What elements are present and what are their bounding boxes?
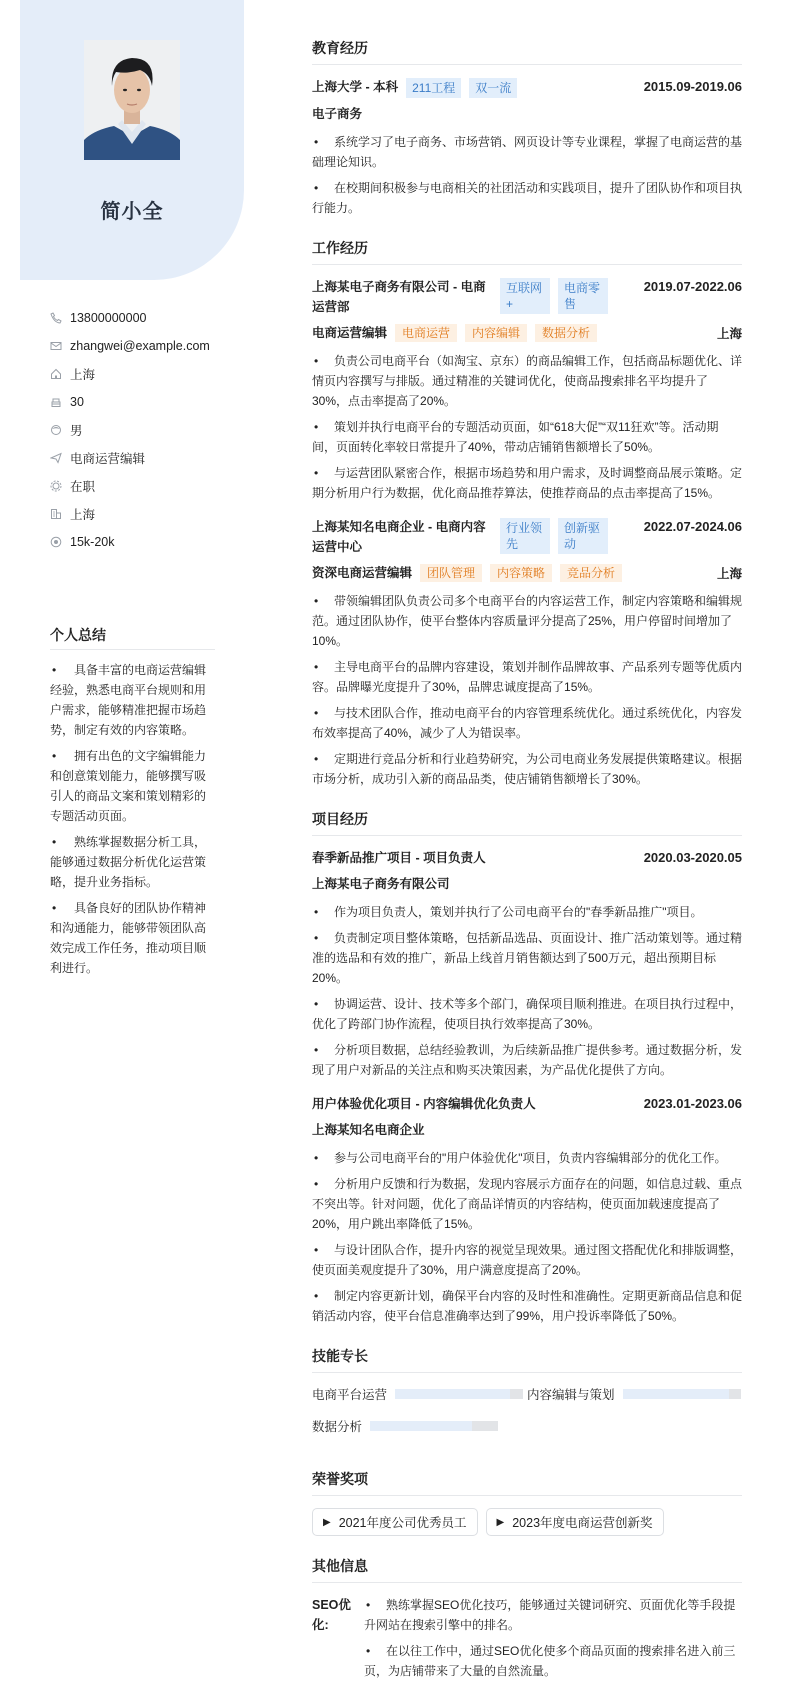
- company-name: 上海某电子商务有限公司 - 电商运营部: [312, 280, 486, 314]
- contact-position: [50, 444, 250, 472]
- list-item: • 与设计团队合作，提升内容的视觉呈现效果。通过图文搭配优化和排版调整，使页面美观度提升了30%，用户满意度提高了20%。: [312, 1243, 743, 1277]
- list-item: • 制定内容更新计划，确保平台内容的及时性和准确性。定期更新商品信息和促销活动内容，使平台信息准确率达到了99%，用户投诉率降低了50%。: [312, 1289, 743, 1323]
- skill-tag: 团队管理: [420, 564, 482, 582]
- skill-tag: 竞品分析: [560, 564, 622, 582]
- project-name: 春季新品推广项目 - 项目负责人: [312, 851, 486, 865]
- work-entry: [312, 517, 742, 789]
- role: 资深电商运营编辑: [312, 566, 413, 580]
- school-name: 上海大学 - 本科: [312, 80, 399, 94]
- date-range: 2023.01-2023.06: [643, 1096, 742, 1111]
- tag: 电商零售: [558, 278, 608, 314]
- position-icon: [50, 452, 62, 464]
- list-item: • 在校期间积极参与电商相关的社团活动和实践项目，提升了团队协作和项目执行能力。: [312, 181, 743, 215]
- triangle-right-icon: ▶: [496, 1516, 505, 1528]
- education-section: [312, 38, 742, 218]
- section-title: 项目经历: [312, 809, 742, 836]
- skill-label: 内容编辑与策划: [527, 1388, 615, 1402]
- section-title: 个人总结: [50, 625, 215, 650]
- tag: 211工程: [406, 78, 461, 98]
- home-icon: [50, 368, 62, 380]
- contact-status: [50, 472, 250, 500]
- list-item: • 在以往工作中，通过SEO优化使多个商品页面的搜索排名进入前三页，为店铺带来了大量的自然流量。: [364, 1644, 736, 1678]
- date-range: 2020.03-2020.05: [643, 850, 742, 865]
- list-item: • 熟练掌握SEO优化技巧，能够通过关键词研究、页面优化等手段提升网站在搜索引擎中的排名。: [364, 1598, 736, 1632]
- contact-salary: [50, 528, 250, 556]
- contact-email: [50, 332, 250, 360]
- other-entry: [312, 1595, 742, 1687]
- triangle-right-icon: ▶: [323, 1516, 331, 1528]
- list-item: • 与运营团队紧密合作，根据市场趋势和用户需求，及时调整商品展示策略。定期分析用户行为数据，优化商品推荐算法，使推荐商品的点击率提高了15%。: [312, 466, 743, 500]
- skill-label: 数据分析: [312, 1420, 363, 1434]
- list-item: • 协调运营、设计、技术等多个部门，确保项目顺利推进。在项目执行过程中，优化了跨部门协作流程，使项目执行效率提高了30%。: [312, 997, 743, 1031]
- profile-name: 简小全: [100, 201, 164, 223]
- skill-tag: 内容编辑: [465, 324, 527, 342]
- list-item: • 定期进行竞品分析和行业趋势研究，为公司电商业务发展提供策略建议。根据市场分析，成功引入新的商品品类，使店铺销售额增长了30%。: [312, 752, 743, 786]
- role: 电商运营编辑: [312, 326, 388, 340]
- skill-tag: 数据分析: [535, 324, 597, 342]
- skill-tag: 内容策略: [490, 564, 552, 582]
- building-icon: [50, 508, 62, 520]
- mail-icon: [50, 340, 62, 352]
- salary-icon: [50, 536, 62, 548]
- contact-value: 上海: [70, 508, 96, 522]
- avatar: [84, 40, 180, 160]
- list-item: • 拥有出色的文字编辑能力和创意策划能力，能够撰写吸引人的商品文案和策划精彩的专题活动页面。: [50, 749, 207, 823]
- location: 上海: [716, 567, 742, 581]
- contact-value: 13800000000: [70, 311, 147, 325]
- project-entry: [312, 848, 742, 1080]
- list-item: • 参与公司电商平台的"用户体验优化"项目，负责内容编辑部分的优化工作。: [314, 1151, 727, 1165]
- date-range: 2022.07-2024.06: [643, 519, 742, 534]
- contact-value: 15k-20k: [70, 535, 115, 549]
- award-label: 2021年度公司优秀员工: [338, 1516, 467, 1530]
- skill-fill: [395, 1389, 510, 1399]
- summary-list: [50, 660, 215, 978]
- skill-bar: [623, 1389, 741, 1399]
- work-entry: [312, 277, 742, 503]
- skill-fill: [623, 1389, 729, 1399]
- skills-section: [312, 1346, 742, 1449]
- skill-label: 电商平台运营: [312, 1388, 388, 1402]
- contact-value: 男: [70, 424, 83, 438]
- contact-value: 30: [70, 395, 84, 409]
- section-title: 教育经历: [312, 38, 742, 65]
- contact-location: [50, 360, 250, 388]
- list-item: • 系统学习了电子商务、市场营销、网页设计等专业课程，掌握了电商运营的基础理论知识。: [312, 135, 743, 169]
- summary-section: [50, 625, 215, 984]
- other-label: SEO优化:: [312, 1598, 351, 1632]
- contact-age: [50, 388, 250, 416]
- contact-value: zhangwei@example.com: [70, 339, 210, 353]
- skill-tag: 电商运营: [395, 324, 457, 342]
- date-range: 2019.07-2022.06: [643, 279, 742, 294]
- section-title: 其他信息: [312, 1556, 742, 1583]
- contact-value: 电商运营编辑: [70, 452, 146, 466]
- award-item[interactable]: [312, 1508, 478, 1536]
- company-name: 上海某知名电商企业 - 电商内容运营中心: [312, 520, 486, 554]
- sidebar: [0, 0, 260, 1670]
- list-item: • 带领编辑团队负责公司多个电商平台的内容运营工作，制定内容策略和编辑规范。通过团队协作，使平台整体内容质量评分提高了25%，用户停留时间增加了10%。: [312, 594, 743, 648]
- list-item: • 熟练掌握数据分析工具，能够通过数据分析优化运营策略，提升业务指标。: [50, 835, 207, 889]
- project-name: 用户体验优化项目 - 内容编辑优化负责人: [312, 1097, 536, 1111]
- projects-section: [312, 809, 742, 1326]
- list-item: • 具备良好的团队协作精神和沟通能力，能够带领团队高效完成工作任务，推动项目顺利进行。: [50, 901, 207, 975]
- tag: 行业领先: [500, 518, 550, 554]
- skill-bar: [370, 1421, 498, 1431]
- list-item: • 负责公司电商平台（如淘宝、京东）的商品编辑工作，包括商品标题优化、详情页内容撰写与排版。通过精准的关键词优化，使商品搜索排名平均提升了30%，点击率提高了20%。: [312, 354, 743, 408]
- profile-header: [20, 0, 244, 280]
- major: 电子商务: [312, 107, 363, 121]
- contact-phone: [50, 304, 250, 332]
- skill-bar: [395, 1389, 523, 1399]
- work-section: [312, 238, 742, 789]
- award-label: 2023年度电商运营创新奖: [512, 1516, 653, 1530]
- list-item: • 负责制定项目整体策略，包括新品选品、页面设计、推广活动策划等。通过精准的选品和有效的推广，新品上线首月销售额达到了500万元，超出预期目标20%。: [312, 931, 743, 985]
- list-item: • 分析项目数据，总结经验教训，为后续新品推广提供参考。通过数据分析，发现了用户对新品的关注点和购买决策因素，为产品优化提供了方向。: [312, 1043, 743, 1077]
- contact-list: [50, 304, 250, 556]
- location: 上海: [716, 327, 742, 341]
- other-section: [312, 1556, 742, 1687]
- project-org: 上海某知名电商企业: [312, 1123, 425, 1137]
- section-title: 荣誉奖项: [312, 1469, 742, 1496]
- project-org: 上海某电子商务有限公司: [312, 877, 450, 891]
- skill-fill: [370, 1421, 472, 1431]
- education-entry: [312, 77, 742, 218]
- project-entry: [312, 1094, 742, 1326]
- skill-item: [312, 1385, 527, 1403]
- age-icon: [50, 396, 62, 408]
- contact-gender: [50, 416, 250, 444]
- awards-section: [312, 1469, 742, 1536]
- skill-item: [312, 1417, 527, 1435]
- section-title: 工作经历: [312, 238, 742, 265]
- status-icon: [50, 480, 62, 492]
- contact-city: [50, 500, 250, 528]
- list-item: • 具备丰富的电商运营编辑经验，熟悉电商平台规则和用户需求，能够精准把握市场趋势，制定有效的内容策略。: [50, 663, 207, 737]
- section-title: 技能专长: [312, 1346, 742, 1373]
- tag: 双一流: [469, 78, 517, 98]
- date-range: 2015.09-2019.06: [643, 79, 742, 94]
- list-item: • 分析用户反馈和行为数据，发现内容展示方面存在的问题，如信息过载、重点不突出等。针对问题，优化了商品详情页的内容结构，使页面加载速度提高了20%，用户跳出率降低了15%。: [312, 1177, 743, 1231]
- list-item: • 作为项目负责人，策划并执行了公司电商平台的"春季新品推广"项目。: [314, 905, 703, 919]
- tag: 创新驱动: [558, 518, 608, 554]
- phone-icon: [50, 312, 62, 324]
- award-item[interactable]: [486, 1508, 664, 1536]
- tag: 互联网+: [500, 278, 550, 314]
- list-item: • 与技术团队合作，推动电商平台的内容管理系统优化。通过系统优化，内容发布效率提高了40%，减少了人为错误率。: [312, 706, 743, 740]
- skill-item: [527, 1385, 742, 1403]
- gender-icon: [50, 424, 62, 436]
- list-item: • 策划并执行电商平台的专题活动页面，如“618大促”“双11狂欢”等。活动期间，页面转化率较日常提升了40%，带动店铺销售额增长了50%。: [312, 420, 719, 454]
- list-item: • 主导电商平台的品牌内容建设，策划并制作品牌故事、产品系列专题等优质内容。品牌曝光度提升了30%，品牌忠诚度提高了15%。: [312, 660, 743, 694]
- main-content: [312, 38, 742, 1707]
- contact-value: 在职: [70, 480, 96, 494]
- contact-value: 上海: [70, 368, 96, 382]
